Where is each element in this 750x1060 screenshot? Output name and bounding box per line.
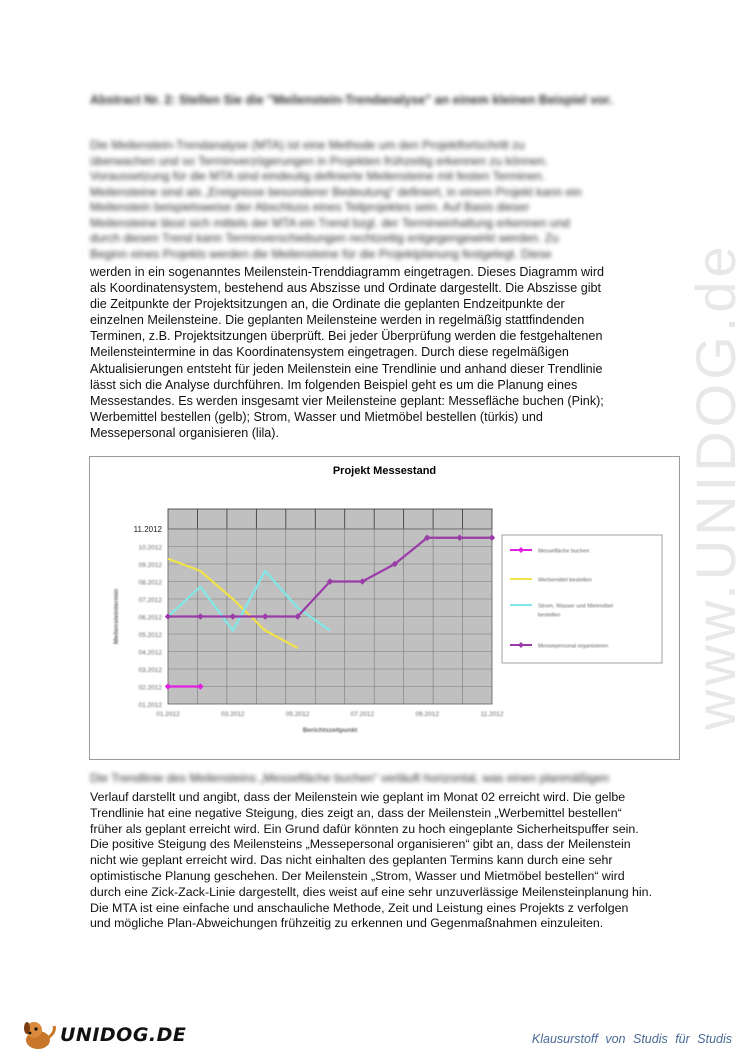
intro-line: durch diesen Trend kann Terminverschiebungen rechtzeitig entgegengewirkt werden. Zu — [90, 231, 559, 245]
y-tick-label: 09.2012 — [138, 562, 162, 569]
y-tick-label: 05.2012 — [138, 632, 162, 639]
intro-line: Die Meilenstein-Trendanalyse (MTA) ist eine Methode um den Projektfortschritt zu — [90, 138, 525, 152]
chart-title: Projekt Messestand — [332, 465, 437, 477]
document-heading: Abstract Nr. 2: Stellen Sie die "Meilenstein-Trendanalyse" an einem kleinen Beispiel vor. — [90, 93, 613, 107]
chart-canvas — [90, 457, 679, 759]
conclusion-paragraph — [90, 790, 662, 932]
paragraph-line: werden in ein sogenanntes Meilenstein-Trenddiagramm eingetragen. Dieses Diagramm wird — [90, 265, 605, 279]
conclusion-line: Trendlinie hat eine negative Steigung, dies zeigt an, dass der Meilenstein „Werbemittel bestellen“ — [90, 805, 622, 820]
intro-line: überwachen und so Terminverzögerungen in Projekten frühzeitig erkennen zu können. — [90, 153, 549, 168]
body-paragraph — [90, 264, 662, 441]
conclusion-line: durch eine Zick-Zack-Linie dargestellt, dies weist auf eine sehr unzuverlässige Meilensteinplanung hin. — [90, 884, 653, 899]
conclusion-line: nicht wie geplant erreicht wird. Das nicht einhalten des geplanten Termins kann durch eine sehr — [90, 853, 613, 868]
paragraph-line: Messestandes. Es werden insgesamt vier Meilensteine geplant: Messefläche buchen (Pink); — [90, 393, 604, 408]
y-tick-label: 10.2012 — [138, 544, 162, 552]
dog-mascot-icon — [20, 1018, 60, 1052]
logo-text: UNIDOG.DE — [60, 1024, 187, 1046]
y-tick-label: 04.2012 — [138, 649, 162, 657]
x-axis-label: Berichtszeitpunkt — [302, 727, 358, 734]
x-tick-label: 05.2012 — [285, 711, 310, 718]
intro-line: Meilensteine sind als „Ereignisse besonderer Bedeutung“ definiert, in einem Projekt kann ein — [90, 184, 582, 199]
intro-line: Meilensteine lässt sich mittels der MTA ein Trend bzgl. der Termineinhaltung erkennen und — [90, 215, 570, 230]
y-tick-label: 11.2012 — [133, 525, 162, 534]
footer-tagline: Klausurstoff von Studis für Studis — [531, 1032, 732, 1046]
y-tick-label: 03.2012 — [138, 667, 162, 674]
site-watermark: www.UNIDOG.de — [684, 242, 747, 730]
paragraph-line: Werbemittel bestellen (gelb); Strom, Wasser und Mietmöbel bestellen (türkis) und — [90, 409, 543, 424]
paragraph-line: Messepersonal organisieren (lila). — [90, 425, 279, 440]
legend-label: Werbemittel bestellen — [538, 577, 592, 584]
legend-label: Strom, Wasser und Mietmöbel — [538, 603, 614, 610]
paragraph-line: einzelnen Meilensteine. Die geplanten Meilensteine werden in regelmäßig stattfindenden — [90, 313, 585, 328]
y-tick-label: 06.2012 — [138, 614, 162, 622]
y-tick-label: 02.2012 — [138, 684, 162, 692]
blurred-conclusion-line — [90, 771, 662, 786]
paragraph-line: die Zeitpunkte der Projektsitzungen an, die Ordinate die geplanten Endzeitpunkte der — [90, 297, 565, 312]
paragraph-line: Meilensteintermine in das Koordinatensystem eingetragen. Durch diese regelmäßigen — [90, 345, 569, 360]
conclusion-line: und mögliche Plan-Abweichungen frühzeitig zu erkennen und Gegenmaßnahmen einzuleiten. — [90, 916, 604, 931]
y-tick-label: 08.2012 — [138, 579, 162, 587]
x-tick-label: 03.2012 — [221, 711, 245, 718]
paragraph-line: Terminen, z.B. Projektsitzungen überprüft. Bei jeder Überprüfung werden die festgehaltenen — [90, 329, 603, 344]
unidog-logo[interactable] — [20, 1018, 187, 1052]
conclusion-line: Die MTA ist eine einfache und anschauliche Methode, Zeit und Leistung eines Projekts z verfolgen — [90, 900, 629, 915]
legend-label: Messepersonal organisieren — [538, 643, 609, 650]
paragraph-line: Aktualisierungen entsteht für jeden Meilenstein eine Trendlinie und anhand dieser Trendlinie — [90, 361, 603, 376]
x-tick-label: 09.2012 — [415, 711, 439, 718]
y-axis-label: Meilensteintermin — [113, 588, 120, 645]
paragraph-line: lässt sich die Analyse durchführen. Im folgenden Beispiel geht es um die Planung eines — [90, 377, 578, 392]
paragraph-line: als Koordinatensystem, bestehend aus Abszisse und Ordinate dargestellt. Die Abszisse gibt — [90, 281, 602, 296]
blurred-intro-paragraph — [90, 138, 662, 262]
intro-line: Meilenstein beispielsweise der Abschluss eines Teilprojektes sein. Auf Basis dieser — [90, 200, 530, 214]
x-tick-label: 11.2012 — [480, 711, 504, 718]
conclusion-line: früher als geplant erreicht wird. Ein Grund dafür könnten zu hoch eingeplante Sicherheitspuffer sein. — [90, 821, 639, 836]
milestone-trend-chart — [89, 456, 680, 760]
chart-header-strip — [168, 509, 492, 529]
conclusion-line: Die positive Steigung des Meilensteins „Messepersonal organisieren“ gibt an, dass der Meilenstein — [90, 837, 631, 852]
conclusion-line: Verlauf darstellt und angibt, dass der Meilenstein wie geplant im Monat 02 erreicht wird. Die gelbe — [90, 790, 626, 804]
x-tick-label: 07.2012 — [350, 711, 375, 718]
y-tick-label: 01.2012 — [138, 702, 162, 709]
y-tick-label: 07.2012 — [138, 597, 162, 604]
legend-label: bestellen — [538, 612, 561, 619]
x-tick-label: 01.2012 — [156, 711, 180, 718]
intro-line: Voraussetzung für die MTA sind eindeutig definierte Meilensteine mit festen Terminen. — [90, 169, 546, 183]
legend-label: Messefläche buchen — [538, 548, 590, 555]
conclusion-line: optimistische Planung geschehen. Der Meilenstein „Strom, Wasser und Mietmöbel bestellen“ wird — [90, 868, 625, 883]
intro-line: Beginn eines Projekts werden die Meilensteine für die Projektplanung festgelegt. Diese — [90, 246, 552, 261]
conclusion-line: Die Trendlinie des Meilensteins „Messefläche buchen“ verläuft horizontal, was einen planmäßigen — [90, 771, 609, 785]
